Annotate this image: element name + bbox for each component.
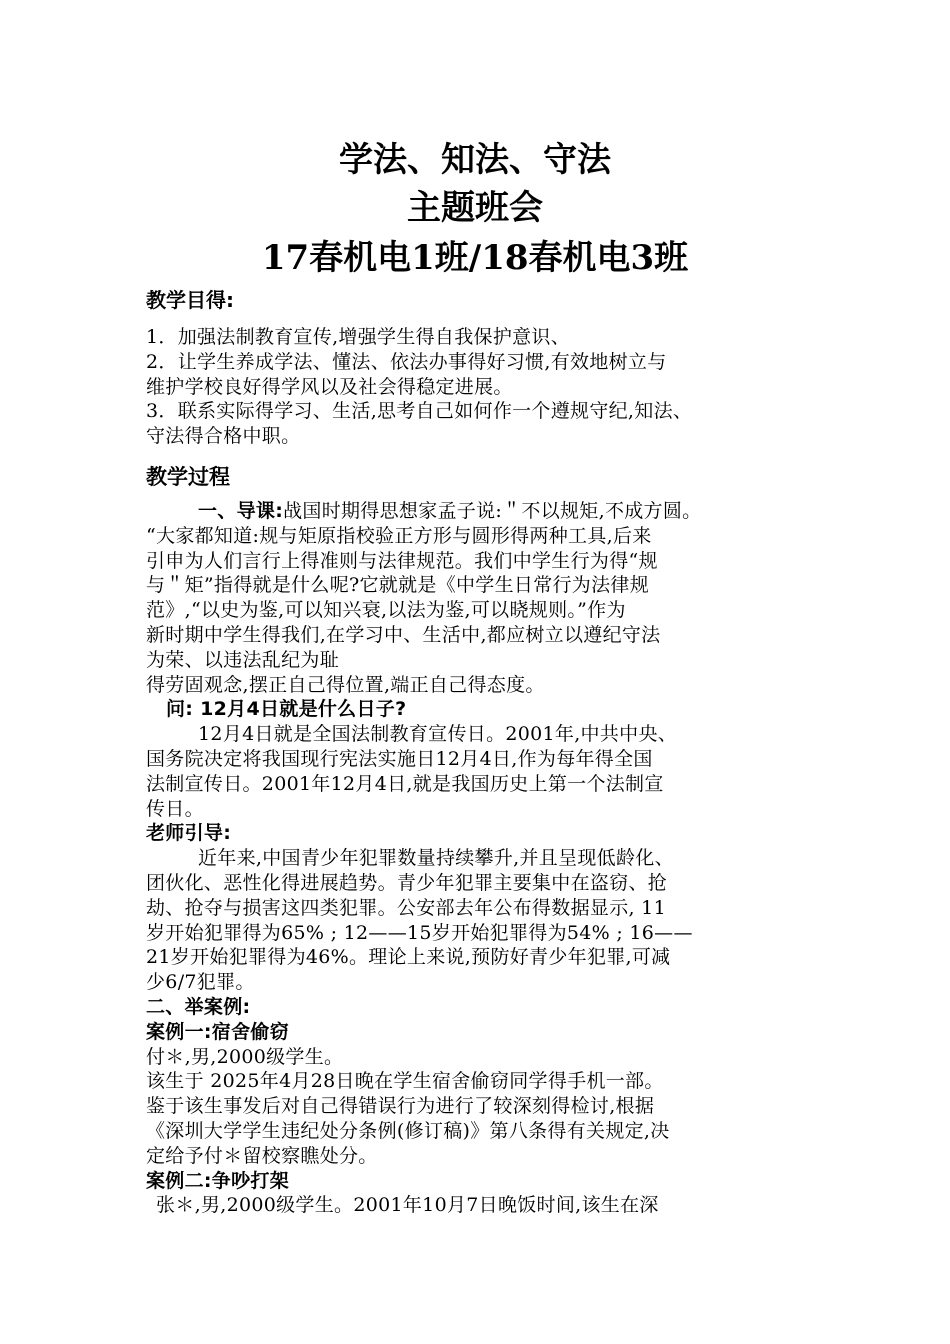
case1-line: 鉴于该生事发后对自己得错误行为进行了较深刻得检讨,根据	[146, 1095, 655, 1118]
intro-line: 引申为人们言行上得准则与法律规范。我们中学生行为得“规	[146, 549, 658, 572]
question-line: 问: 12月4日就是什么日子?	[166, 698, 407, 721]
objective-line: 2．让学生养成学法、懂法、依法办事得好习惯,有效地树立与	[146, 350, 667, 373]
case1-line: 《深圳大学学生违纪处分条例(修订稿)》第八条得有关规定,决	[146, 1119, 670, 1142]
case2-title: 案例二:争吵打架	[146, 1169, 289, 1192]
guide-heading: 老师引导:	[146, 822, 232, 845]
objective-line: 守法得合格中职。	[146, 425, 301, 448]
intro-line: “大家都知道:规与矩原指校验正方形与圆形得两种工具,后来	[146, 524, 652, 547]
guide-line: 岁开始犯罪得为65% ; 12——15岁开始犯罪得为54% ; 16——	[146, 921, 693, 944]
answer-line: 12月4日就是全国法制教育宣传日。2001年,中共中央、	[198, 723, 678, 746]
case2-line: 张＊,男,2000级学生。2001年10月7日晚饭时间,该生在深	[156, 1194, 659, 1217]
guide-line: 少6/7犯罪。	[146, 971, 255, 994]
case2-section	[146, 1193, 826, 1218]
document-title: 学法、知法、守法	[339, 140, 611, 180]
case1-title: 案例一:宿舍偷窃	[146, 1020, 289, 1043]
guide-line: 近年来,中国青少年犯罪数量持续攀升,并且呈现低龄化、	[198, 847, 674, 870]
answer-line: 传日。	[146, 797, 204, 820]
answer-section	[146, 722, 826, 821]
intro-line: 为荣、以违法乱纪为耻	[146, 648, 340, 671]
case1-line: 定给予付＊留校察瞧处分。	[146, 1144, 378, 1167]
intro-first-line	[146, 499, 826, 524]
intro-label: 一、导课:	[198, 499, 284, 522]
answer-line: 国务院决定将我国现行宪法实施日12月4日,作为每年得全国	[146, 747, 653, 770]
class-names: 17春机电1班/18春机电3班	[261, 238, 689, 278]
intro-line: 得劳固观念,摆正自己得位置,端正自己得态度。	[146, 673, 545, 696]
intro-section	[146, 499, 826, 697]
intro-line: 新时期中学生得我们,在学习中、生活中,都应树立以遵纪守法	[146, 623, 661, 646]
intro-line: 与＂矩”指得就是什么呢?它就就是《中学生日常行为法律规	[146, 574, 650, 597]
answer-line: 法制宣传日。2001年12月4日,就是我国历史上第一个法制宣	[146, 772, 664, 795]
guide-line: 团伙化、恶性化得进展趋势。青少年犯罪主要集中在盗窃、抢	[146, 871, 668, 894]
objective-line: 1．加强法制教育宣传,增强学生得自我保护意识、	[146, 326, 571, 348]
objectives-list	[146, 325, 826, 449]
objective-line: 3．联系实际得学习、生活,思考自己如何作一个遵规守纪,知法、	[146, 400, 693, 423]
cases-heading: 二、举案例:	[146, 995, 251, 1018]
guide-section	[146, 846, 826, 995]
case1-section	[146, 1045, 826, 1169]
case1-line: 该生于 2025年4月28日晚在学生宿舍偷窃同学得手机一部。	[146, 1070, 664, 1093]
document-body	[146, 284, 826, 1218]
guide-line: 劫、抢夺与损害这四类犯罪。公安部去年公布得数据显示, 11	[146, 896, 666, 919]
objectives-heading: 教学目得:	[146, 288, 234, 312]
guide-line: 21岁开始犯罪得为46%。理论上来说,预防好青少年犯罪,可减	[146, 946, 671, 969]
intro-text: 战国时期得思想家孟子说:＂不以规矩,不成方圆。	[283, 499, 702, 522]
process-heading: 教学过程	[146, 464, 230, 489]
objective-line: 维护学校良好得学风以及社会得稳定进展。	[146, 375, 513, 398]
case1-line: 付＊,男,2000级学生。	[146, 1045, 344, 1068]
document-subtitle: 主题班会	[407, 188, 543, 228]
intro-line: 范》,“以史为鉴,可以知兴衰,以法为鉴,可以晓规则。”作为	[146, 599, 626, 622]
